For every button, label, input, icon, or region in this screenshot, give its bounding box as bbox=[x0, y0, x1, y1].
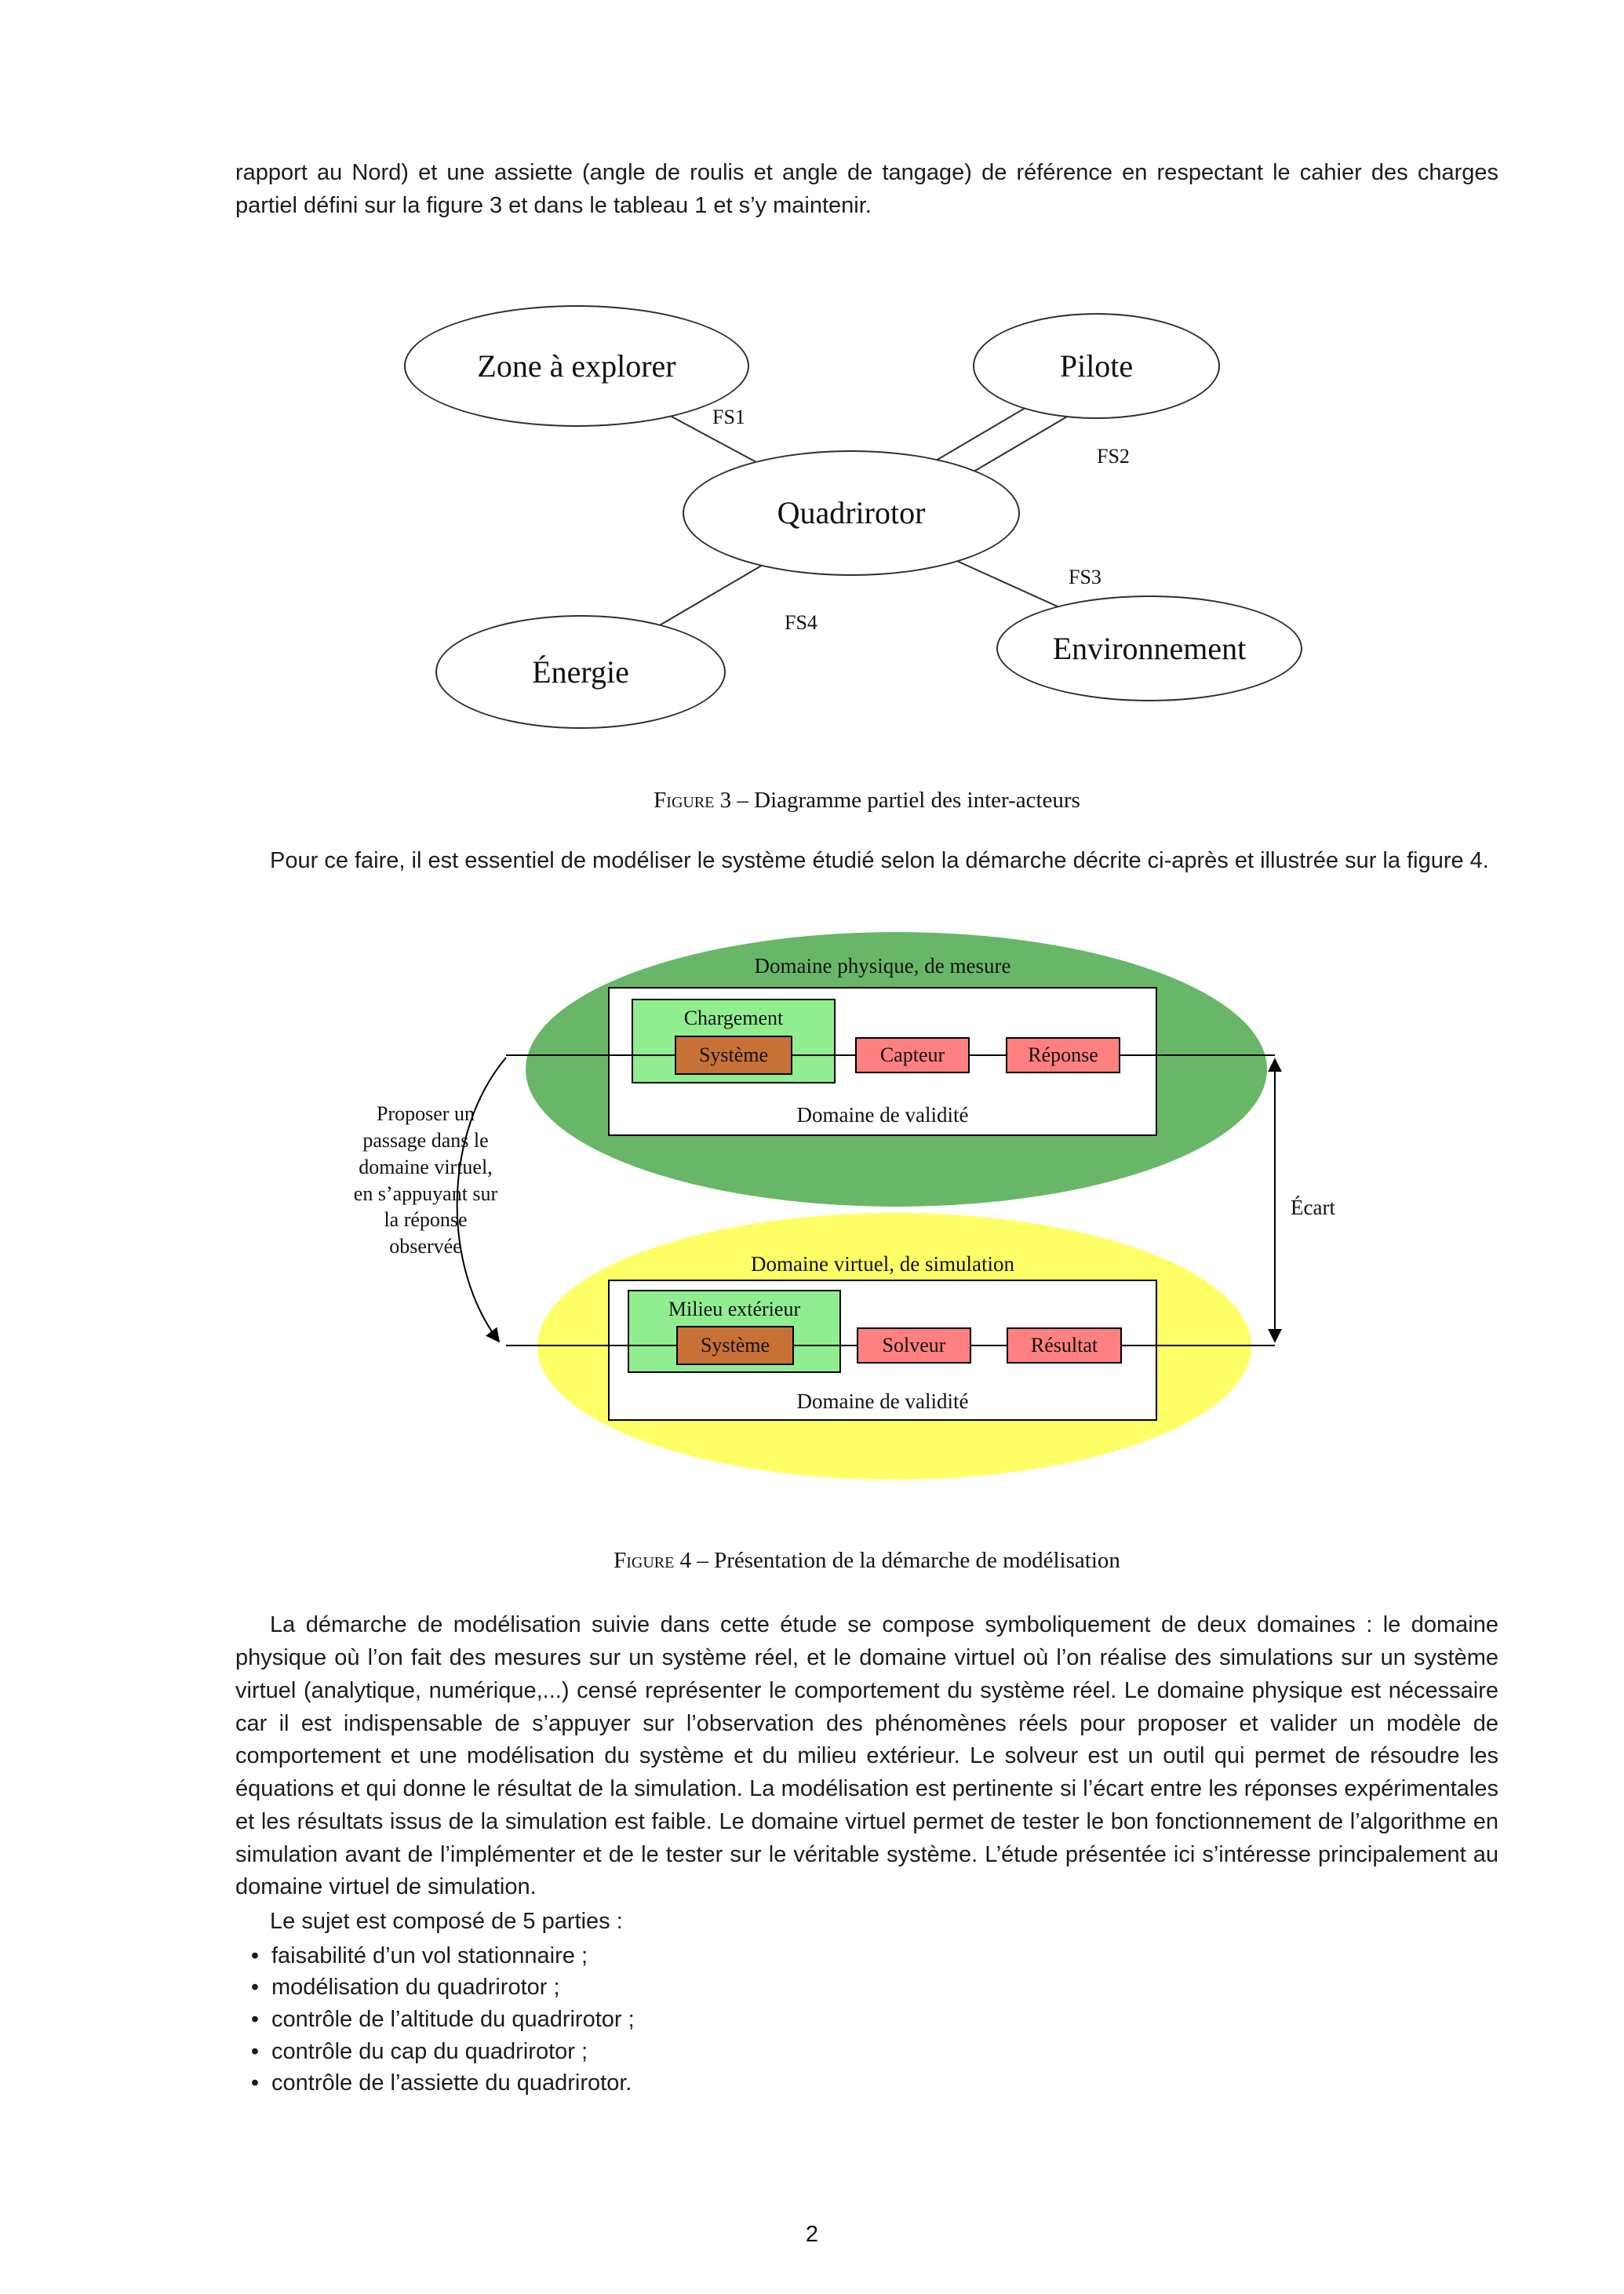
list-item-text: contrôle du cap du quadrirotor ; bbox=[271, 2038, 588, 2064]
fs4-label: FS4 bbox=[785, 610, 817, 634]
list-item-text: faisabilité d’un vol stationnaire ; bbox=[271, 1943, 588, 1968]
parts-intro: Le sujet est composé de 5 parties : bbox=[270, 1909, 623, 1934]
resultat-box bbox=[1007, 1327, 1122, 1364]
node-pilote-label: Pilote bbox=[1059, 348, 1134, 384]
resultat-label: Résultat bbox=[1030, 1334, 1098, 1357]
solveur-box bbox=[857, 1327, 971, 1364]
figure3-caption bbox=[235, 788, 1498, 814]
virtual-domain-title: Domaine virtuel, de simulation bbox=[751, 1252, 1014, 1276]
paragraph-intro-figure4: Pour ce faire, il est essentiel de modéliser le système étudié selon la démarche décrite ci-après et illustrée sur la figure 4. bbox=[270, 847, 1489, 873]
physical-validity-label: Domaine de validité bbox=[796, 1103, 969, 1127]
figure4-connector-lines bbox=[235, 932, 1498, 1481]
fs3-label: FS3 bbox=[1069, 565, 1101, 588]
physical-domain-title: Domaine physique, de mesure bbox=[754, 954, 1011, 978]
virtual-validity-label: Domaine de validité bbox=[796, 1389, 969, 1414]
node-quadrirotor bbox=[683, 450, 1020, 576]
figure4-caption bbox=[235, 1548, 1498, 1574]
node-energie-label: Énergie bbox=[532, 654, 629, 690]
list-item-text: contrôle de l’assiette du quadrirotor. bbox=[271, 2070, 632, 2096]
figure3-caption-label: Figure 3 bbox=[654, 787, 732, 813]
figure3-diagram bbox=[235, 289, 1498, 745]
capteur-label: Capteur bbox=[879, 1043, 945, 1067]
ecart-label: Écart bbox=[1291, 1196, 1335, 1220]
page-number: 2 bbox=[805, 2222, 819, 2247]
reponse-box bbox=[1006, 1037, 1120, 1073]
figure3-caption-text: – Diagramme partiel des inter-acteurs bbox=[731, 787, 1080, 813]
virtual-systeme-box bbox=[676, 1326, 794, 1365]
virtual-systeme-label: Système bbox=[700, 1334, 770, 1357]
reponse-label: Réponse bbox=[1028, 1043, 1098, 1067]
bullet-icon: • bbox=[250, 2038, 260, 2064]
paragraph-top: rapport au Nord) et une assiette (angle de roulis et angle de tangage) de référence en respectant le cahier des charges partiel défini sur la figure 3 et dans le tableau 1 et s’y maintenir. bbox=[235, 160, 1498, 218]
passage-note: Proposer un passage dans le domaine virtuel, en s’appuyant sur la réponse observée bbox=[353, 1102, 498, 1258]
milieu-exterieur-label: Milieu extérieur bbox=[668, 1298, 801, 1321]
node-energie bbox=[435, 615, 726, 729]
capteur-box bbox=[855, 1037, 970, 1073]
bullet-icon: • bbox=[250, 1975, 260, 2001]
physical-systeme-box bbox=[675, 1036, 792, 1075]
bullet-icon: • bbox=[250, 2006, 260, 2032]
figure4-caption-text: – Présentation de la démarche de modélisation bbox=[691, 1548, 1120, 1574]
passage-curved-arrow bbox=[457, 1058, 506, 1342]
list-item bbox=[235, 1972, 1498, 2004]
list-item-text: modélisation du quadrirotor ; bbox=[271, 1975, 560, 2001]
paragraph-main: La démarche de modélisation suivie dans cette étude se compose symboliquement de deux domaines : le domaine physique où l’on fait des mesures sur un système réel, et le domaine virtuel où l’on réalise des simulations sur un système virtuel (analytique, numérique,...) censé représenter le comportement du système réel. Le domaine physique est nécessaire car il est indispensable de s’appuyer sur l’observation des phénomènes réels pour proposer et valider un modèle de comportement et une modélisation du système et du milieu extérieur. Le solveur est un outil qui permet de résoudre les équations et qui donne le résultat de la simulation. La modélisation est pertinente si l’écart entre les réponses expérimentales et les résultats issus de la simulation est faible. Le domaine virtuel permet de tester le bon fonctionnement de l’algorithme en simulation avant de l’implémenter et de le tester sur le véritable système. L’étude présentée ici s’intéresse principalement au domaine virtuel de simulation. bbox=[235, 1612, 1498, 1900]
figure4-caption-label: Figure 4 bbox=[614, 1548, 692, 1574]
bullet-icon: • bbox=[250, 2070, 260, 2096]
node-pilote bbox=[973, 313, 1220, 419]
list-item bbox=[235, 1940, 1498, 1972]
node-environnement-label: Environnement bbox=[1052, 630, 1247, 666]
fs1-label: FS1 bbox=[712, 405, 745, 428]
node-zone-a-explorer bbox=[404, 305, 749, 427]
list-item bbox=[235, 2067, 1498, 2099]
node-zone-label: Zone à explorer bbox=[477, 348, 676, 384]
parts-list bbox=[235, 1940, 1498, 2099]
solveur-label: Solveur bbox=[882, 1334, 946, 1357]
physical-systeme-label: Système bbox=[698, 1043, 769, 1067]
list-item-text: contrôle de l’altitude du quadrirotor ; bbox=[271, 2006, 635, 2032]
node-quadrirotor-label: Quadrirotor bbox=[777, 495, 926, 530]
bullet-icon: • bbox=[250, 1943, 260, 1968]
figure4-diagram bbox=[235, 932, 1498, 1481]
chargement-label: Chargement bbox=[683, 1007, 784, 1030]
list-item bbox=[235, 2004, 1498, 2036]
fs2-label: FS2 bbox=[1097, 444, 1130, 468]
list-item bbox=[235, 2036, 1498, 2068]
node-environnement bbox=[996, 595, 1302, 701]
